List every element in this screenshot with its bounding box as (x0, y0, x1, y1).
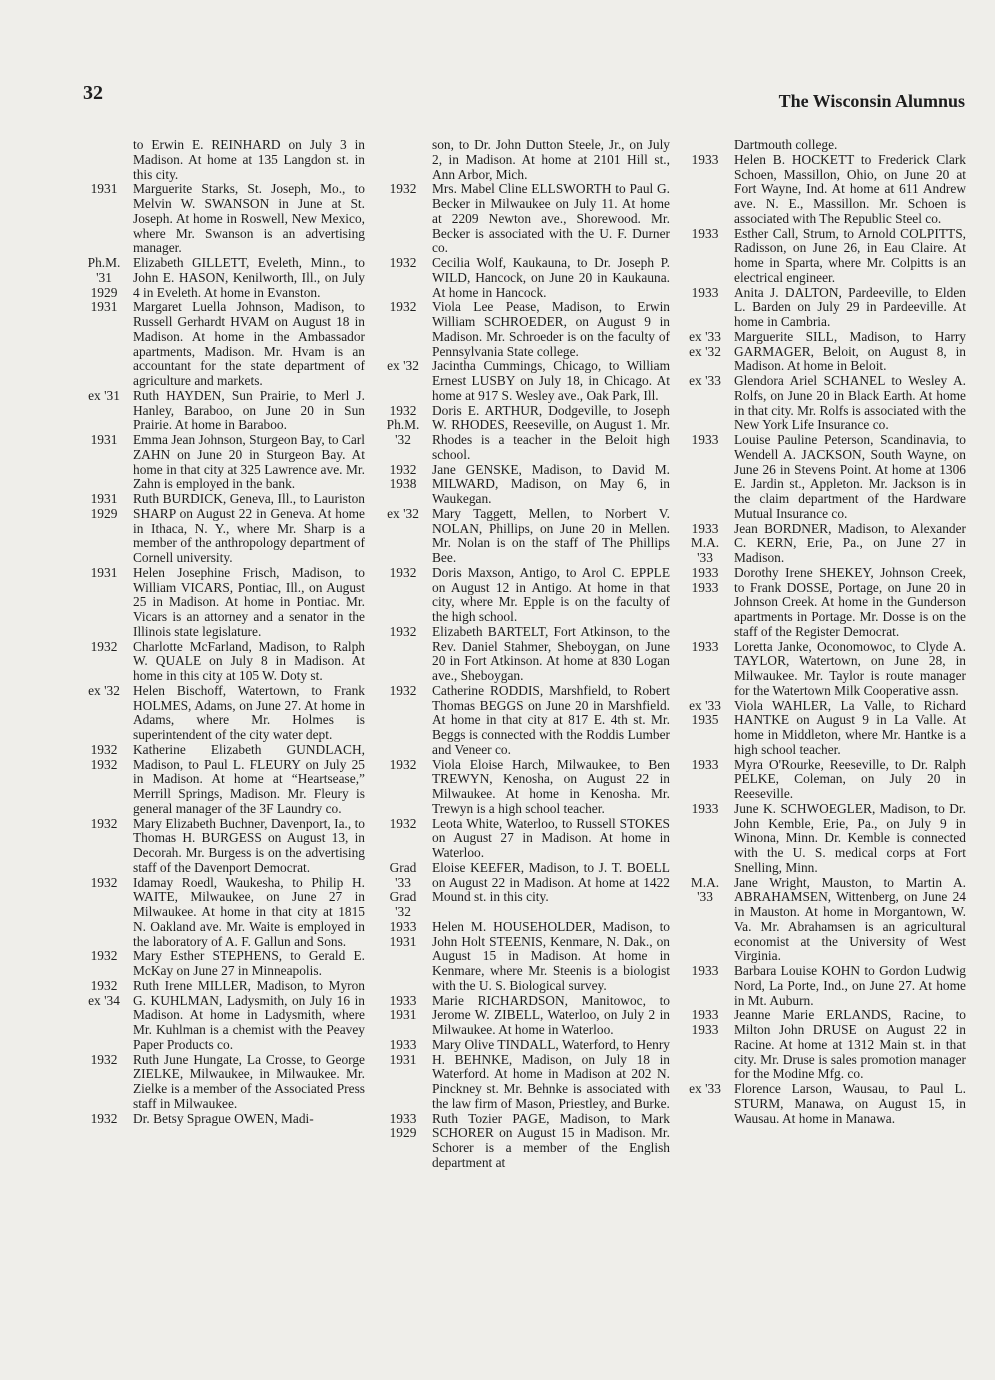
class-years: M.A. '33 (690, 874, 720, 905)
announcement-text: Ruth BURDICK, Geneva, Ill., to Lauriston SHARP on August 22 in Geneva. At home in Ithaca, N. Y., where Mr. Sharp is a member of the anthropology department of Cornell university. (133, 491, 365, 565)
announcement-entry (374, 920, 670, 994)
class-years: ex '33 ex '32 (689, 328, 721, 359)
announcement-entry (374, 861, 670, 920)
class-years (374, 138, 432, 182)
announcement-entry (374, 1112, 670, 1171)
announcement-text: Anita J. DALTON, Pardeeville, to Elden L. Barden on July 29 in Pardeeville. At home in Cambria. (734, 284, 966, 329)
announcement-text: June K. SCHWOEGLER, Madison, to Dr. John Kemble, Erie, Pa., on July 9 in Winona, Minn. Dr. Kemble is connected with the U. S. medical corps at Fort Snelling, Minn. (734, 800, 966, 875)
class-years: ex '32 (387, 505, 419, 521)
announcement-entry (374, 625, 670, 684)
announcement-text: Barbara Louise KOHN to Gordon Ludwig Nord, La Porte, Ind., on June 27. At home in Mt. Auburn. (734, 963, 966, 1008)
announcement-text: Jane GENSKE, Madison, to David M. MILWARD, Madison, on May 6, in Waukegan. (432, 461, 670, 506)
announcement-text: Esther Call, Strum, to Arnold COLPITTS, Radisson, on June 26, in Eau Claire. At home in Sparta, where Mr. Colpitts is an electrical engineer. (734, 225, 966, 285)
announcement-text: Eloise KEEFER, Madison, to J. T. BOELL on August 22 in Madison. At home at 1422 Mound st. in this city. (432, 859, 670, 905)
announcement-entry (676, 330, 966, 374)
class-years: 1931 1929 (90, 491, 118, 521)
announcement-text: Katherine Elizabeth GUNDLACH, Madison, to Paul L. FLEURY on July 25 in Madison. At home at “Heartsease,” Merrill Springs, Madison. Mr. Fleury is general manager of the 3F Laundry co. (133, 741, 365, 816)
announcement-entry (676, 758, 966, 802)
class-years (75, 138, 133, 182)
announcement-text: Viola WAHLER, La Valle, to Richard HANTKE on August 9 in La Valle. At home in Middleton, where Mr. Hantke is a high school teacher. (734, 697, 966, 757)
class-years (676, 138, 734, 153)
announcement-text: Jeanne Marie ERLANDS, Racine, to Milton John DRUSE on August 22 in Racine. At home at 1312 Main st. in that city. Mr. Druse is sales promotion manager for the Modine Mfg. co. (734, 1007, 966, 1082)
announcement-entry (374, 1038, 670, 1112)
announcement-entry (676, 566, 966, 640)
announcement-entry (374, 817, 670, 861)
announcement-text: Myra O'Rourke, Reeseville, to Dr. Ralph PELKE, Coleman, on July 20 in Reeseville. (734, 756, 966, 801)
announcement-entry (75, 979, 365, 1053)
column-2 (374, 138, 670, 1171)
announcement-text: Louise Pauline Peterson, Scandinavia, to Wendell A. JACKSON, South Wayne, on June 26 in Stevens Point. At home at 1306 E. Jardin st., Appleton. Mr. Jackson is in the claim department of the Hardware Mutual Insurance co. (734, 432, 966, 521)
announcement-entry (374, 138, 670, 182)
announcement-text: Loretta Janke, Oconomowoc, to Clyde A. TAYLOR, Watertown, on June 28, in Milwaukee. Mr. Taylor is route manager for the Watertown Milk Cooperative assn. (734, 638, 966, 698)
class-years: 1933 1931 (389, 1036, 417, 1067)
announcement-text: Helen M. HOUSEHOLDER, Madison, to John Holt STEENIS, Kenmare, N. Dak., on August 15 in Madison. At home in Kenmare, where Mr. Steenis is a biologist with the U. S. Biological survey. (432, 918, 670, 993)
class-years: Grad '33 Grad '32 (389, 859, 417, 919)
class-years: 1932 ex '34 (88, 977, 120, 1008)
class-years: 1932 Ph.M. '32 (386, 402, 420, 447)
announcement-entry (75, 1053, 365, 1112)
announcement-text: Jean BORDNER, Madison, to Alexander C. KERN, Erie, Pa., on June 27 in Madison. (734, 520, 966, 565)
announcement-text: Doris Maxson, Antigo, to Arol C. EPPLE on August 12 in Antigo. At home in that city, where Mr. Epple is on the faculty of the high school. (432, 564, 670, 624)
announcement-entry (75, 817, 365, 876)
announcement-entry (374, 994, 670, 1038)
announcement-text: Glendora Ariel SCHANEL to Wesley A. Rolfs, on June 20 in Black Earth. At home in that city. Mr. Rolfs is associated with the New York Life Insurance co. (734, 373, 966, 433)
class-years: 1932 (389, 255, 417, 270)
announcement-text: Florence Larson, Wausau, to Paul L. STURM, Manawa, on August 15, in Wausau. At home in Manawa. (734, 1081, 966, 1126)
class-years: ex '33 1935 (689, 697, 721, 728)
announcement-text: Jane Wright, Mauston, to Martin A. ABRAHAMSEN, Wittenberg, on June 24 in Mauston. At home in Morgantown, W. Va. Mr. Abrahamsen is an agricultural economist at the University of West Virginia. (734, 874, 966, 964)
announcement-entry (75, 300, 365, 389)
announcement-text: Ruth Irene MILLER, Madison, to Myron G. KUHLMAN, Ladysmith, on July 16 in Madison. At home in Ladysmith, where Mr. Kuhlman is a chemist with the Peavey Paper Products co. (133, 977, 365, 1052)
announcement-entry (374, 359, 670, 403)
class-years: 1933 1933 (691, 1007, 719, 1037)
class-years: 1931 (90, 564, 118, 580)
announcement-entry (676, 1008, 966, 1082)
class-years: ex '33 (689, 373, 721, 388)
page-number: 32 (83, 82, 103, 104)
announcement-entry (75, 256, 365, 300)
class-years: 1931 (90, 432, 118, 447)
announcement-text: Idamay Roedl, Waukesha, to Philip H. WAITE, Milwaukee, on June 27 in Milwaukee. At home in that city at 1815 N. Oakland ave. Mr. Waite is employed in the laboratory of A. F. Gallun and Sons. (133, 874, 365, 949)
class-years: 1932 (389, 682, 417, 698)
announcement-entry (676, 1082, 966, 1126)
class-years: 1932 1932 (90, 741, 118, 772)
class-years: 1932 (389, 564, 417, 580)
announcement-entry (75, 566, 365, 640)
class-years: 1932 (90, 874, 118, 890)
class-years: 1933 (691, 963, 719, 978)
announcement-entry (676, 802, 966, 876)
announcement-text: Mary Taggett, Mellen, to Norbert V. NOLAN, Phillips, on June 20 in Mellen. Mr. Nolan is on the staff of The Phillips Bee. (432, 505, 670, 565)
announcement-text: Helen Bischoff, Watertown, to Frank HOLMES, Adams, on June 27. At home in Adams, where Mr. Holmes is superintendent of the city water dept. (133, 682, 365, 742)
class-years: 1932 (90, 638, 118, 654)
announcement-text: Elizabeth BARTELT, Fort Atkinson, to the Rev. Daniel Stahmer, Sheboygan, on June 20 in Fort Atkinson. At home at 830 Logan ave., Sheboygan. (432, 623, 670, 683)
class-years: 1932 (389, 181, 417, 197)
announcement-entry (374, 300, 670, 359)
class-years: 1932 (90, 1110, 118, 1126)
class-years: 1933 1929 (389, 1110, 417, 1141)
announcement-text: Dorothy Irene SHEKEY, Johnson Creek, to Frank DOSSE, Portage, on June 20 in Johnson Creek. At home in the Gunderson apartments in Portage. Mr. Dosse is on the staff of the Register Democrat. (734, 564, 966, 639)
announcement-entry (75, 138, 365, 182)
announcement-entry (75, 949, 365, 979)
column-3 (676, 138, 966, 1126)
announcement-text: Mrs. Mabel Cline ELLSWORTH to Paul G. Becker in Milwaukee on July 11. At home at 2209 Newton ave., Shorewood. Mr. Becker is associated with the U. F. Durner co. (432, 181, 670, 256)
class-years: 1932 1938 (389, 461, 417, 492)
announcement-text: Dr. Betsy Sprague OWEN, Madi- (133, 1110, 314, 1126)
announcement-entry (374, 566, 670, 625)
announcement-entry (75, 492, 365, 566)
class-years: ex '32 (387, 358, 419, 374)
announcement-text: Marguerite Starks, St. Joseph, Mo., to Melvin W. SWANSON in June at St. Joseph. At home in Roswell, New Mexico, where Mr. Swanson is an advertising manager. (133, 181, 365, 256)
announcement-entry (75, 182, 365, 256)
announcement-text: Ruth HAYDEN, Sun Prairie, to Merl J. Hanley, Baraboo, on June 20 in Sun Prairie. At home in Baraboo. (133, 387, 365, 433)
announcement-entry (374, 684, 670, 758)
column-1 (75, 138, 365, 1126)
announcement-entry (374, 758, 670, 817)
announcement-entry (676, 374, 966, 433)
announcement-entry (676, 138, 966, 153)
class-years: 1931 (90, 299, 118, 315)
class-years: 1931 (90, 181, 118, 197)
announcement-entry (374, 182, 670, 256)
announcement-text: Doris E. ARTHUR, Dodgeville, to Joseph W. RHODES, Reeseville, on August 1. Mr. Rhodes is a teacher in the Beloit high school. (432, 402, 670, 462)
announcement-text: Cecilia Wolf, Kaukauna, to Dr. Joseph P. WILD, Hancock, on June 20 in Kaukauna. At home in Hancock. (432, 255, 670, 300)
announcement-text: Margaret Luella Johnson, Madison, to Russell Gerhardt HVAM on August 18 in Madison. At home in the Ambassador apartments, Madison. Mr. Hvam is an accountant for the state department of agriculture and markets. (133, 299, 365, 388)
class-years: 1933 (691, 284, 719, 300)
announcement-entry (374, 463, 670, 507)
class-years: 1933 1931 (389, 918, 417, 949)
class-years: 1933 1931 (389, 992, 417, 1023)
announcement-entry (676, 876, 966, 965)
announcement-text: to Erwin E. REINHARD on July 3 in Madison. At home at 135 Langdon st. in this city. (133, 137, 365, 182)
announcement-text: Helen B. HOCKETT to Frederick Clark Schoen, Massillon, Ohio, on June 20 at Fort Wayne, Ind. At home at 611 Andrew ave. N. E., Massillon. Mr. Schoen is associated with The Republic Steel co. (734, 151, 966, 226)
announcement-entry (374, 256, 670, 300)
class-years: 1932 (90, 1051, 118, 1067)
class-years: ex '32 (88, 682, 120, 698)
announcement-entry (75, 743, 365, 817)
announcement-entry (676, 433, 966, 522)
class-years: 1933 (691, 638, 719, 654)
announcement-text: Charlotte McFarland, Madison, to Ralph W. QUALE on July 8 in Madison. At home in this city at 105 W. Doty st. (133, 638, 365, 683)
announcement-entry (374, 507, 670, 566)
class-years: 1932 (389, 815, 417, 831)
announcement-entry (676, 964, 966, 1008)
class-years: 1932 (389, 623, 417, 639)
announcement-entry (75, 684, 365, 743)
announcement-text: son, to Dr. John Dutton Steele, Jr., on July 2, in Madison. At home at 2101 Hill st., Ann Arbor, Mich. (432, 137, 670, 182)
announcement-text: Catherine RODDIS, Marshfield, to Robert Thomas BEGGS on June 20 in Marshfield. At home in that city at 817 E. 4th st. Mr. Beggs is connected with the Roddis Lumber and Veneer co. (432, 682, 670, 757)
class-years: 1933 M.A. '33 (690, 520, 720, 565)
class-years: Ph.M. '31 1929 (87, 255, 121, 300)
announcement-text: Viola Lee Pease, Madison, to Erwin William SCHROEDER, on August 9 in Madison. Mr. Schroeder is on the faculty of Pennsylvania State college. (432, 299, 670, 359)
class-years: 1933 1933 (691, 564, 719, 595)
announcement-text: Ruth Tozier PAGE, Madison, to Mark SCHORER on August 15 in Madison. Mr. Schorer is a member of the English department at (432, 1110, 670, 1170)
announcement-entry (75, 640, 365, 684)
announcement-entry (75, 389, 365, 433)
class-years: 1933 (691, 225, 719, 241)
announcement-text: Emma Jean Johnson, Sturgeon Bay, to Carl ZAHN on June 20 in Sturgeon Bay. At home in that city at 325 Lawrence ave. Mr. Zahn is employed in the bank. (133, 432, 365, 492)
class-years: ex '31 (88, 387, 120, 403)
class-years: ex '33 (689, 1081, 721, 1096)
announcement-text: Ruth June Hungate, La Crosse, to George ZIELKE, Milwaukee, in Milwaukee. Mr. Zielke is a member of the Associated Press staff in Milwaukee. (133, 1051, 365, 1111)
announcement-entry (676, 522, 966, 566)
announcement-text: Mary Olive TINDALL, Waterford, to Henry H. BEHNKE, Madison, on July 18 in Waterford. At home in Madison at 202 N. Pinckney st. Mr. Behnke is associated with the law firm of Mason, Priestley, and Burke. (432, 1036, 670, 1111)
announcement-text: Mary Elizabeth Buchner, Davenport, Ia., to Thomas H. BURGESS on August 13, in Decorah. Mr. Burgess is on the advertising staff of the Davenport Democrat. (133, 815, 365, 875)
announcement-text: Marie RICHARDSON, Manitowoc, to Jerome W. ZIBELL, Waterloo, on July 2 in Milwaukee. At home in Waterloo. (432, 992, 670, 1037)
class-years: 1933 (691, 151, 719, 167)
announcement-entry (676, 286, 966, 330)
announcement-text: Elizabeth GILLETT, Eveleth, Minn., to John E. HASON, Kenilworth, Ill., on July 4 in Eveleth. At home in Evanston. (133, 255, 365, 300)
class-years: 1932 (90, 815, 118, 831)
announcement-entry (374, 404, 670, 463)
announcement-entry (676, 699, 966, 758)
class-years: 1933 (691, 800, 719, 816)
announcement-entry (75, 433, 365, 492)
class-years: 1932 (389, 756, 417, 772)
announcement-text: Leota White, Waterloo, to Russell STOKES on August 27 in Madison. At home in Waterloo. (432, 815, 670, 860)
class-years: 1932 (90, 948, 118, 964)
announcement-text: Helen Josephine Frisch, Madison, to William VICARS, Pontiac, Ill., on August 25 in Madison. At home in Pontiac. Mr. Vicars is an attorney and a senator in the Illinois state legislature. (133, 564, 365, 639)
announcement-entry (75, 876, 365, 950)
running-head: The Wisconsin Alumnus (778, 91, 965, 111)
announcement-text: Jacintha Cummings, Chicago, to William Ernest LUSBY on July 18, in Chicago. At home at 917 S. Wesley ave., Oak Park, Ill. (432, 358, 670, 403)
class-years: 1932 (389, 299, 417, 315)
announcement-text: Viola Eloise Harch, Milwaukee, to Ben TREWYN, Kenosha, on August 22 in Milwaukee. At home in Kenosha. Mr. Trewyn is a high school teacher. (432, 756, 670, 816)
announcement-text: Marguerite SILL, Madison, to Harry GARMAGER, Beloit, on August 8, in Madison. At home in Beloit. (734, 328, 966, 374)
announcement-text: Mary Esther STEPHENS, to Gerald E. McKay on June 27 in Minneapolis. (133, 948, 365, 978)
class-years: 1933 (691, 756, 719, 772)
announcement-entry (75, 1112, 365, 1127)
announcement-text: Dartmouth college. (734, 137, 838, 152)
announcement-entry (676, 153, 966, 227)
class-years: 1933 (691, 432, 719, 447)
announcement-entry (676, 640, 966, 699)
announcement-entry (676, 227, 966, 286)
